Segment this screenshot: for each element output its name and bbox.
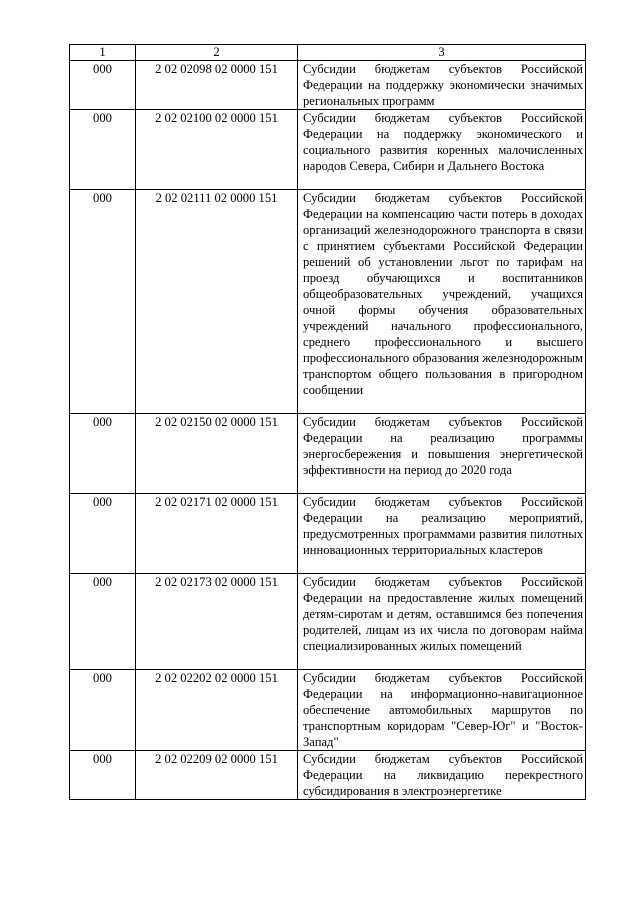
column-header-3: 3	[298, 45, 586, 61]
table-row	[70, 494, 586, 574]
kbk-code-cell: 2 02 02209 02 0000 151	[136, 751, 298, 800]
header-row	[70, 45, 586, 61]
admin-code-cell: 000	[70, 61, 136, 110]
admin-code-cell: 000	[70, 574, 136, 670]
table-row	[70, 110, 586, 190]
table-row	[70, 574, 586, 670]
kbk-code-cell: 2 02 02150 02 0000 151	[136, 414, 298, 494]
description-cell: Субсидии бюджетам субъектов Российской Федерации на поддержку экономически значимых региональных программ	[298, 61, 586, 110]
table-row	[70, 751, 586, 800]
admin-code-cell: 000	[70, 190, 136, 414]
description-cell: Субсидии бюджетам субъектов Российской Федерации на информационно-навигационное обеспечение автомобильных маршрутов по транспортным коридорам "Север-Юг" и "Восток-Запад"	[298, 670, 586, 751]
kbk-code-cell: 2 02 02111 02 0000 151	[136, 190, 298, 414]
description-cell: Субсидии бюджетам субъектов Российской Федерации на поддержку экономического и социального развития коренных малочисленных народов Севера, Сибири и Дальнего Востока	[298, 110, 586, 190]
column-header-2: 2	[136, 45, 298, 61]
description-cell: Субсидии бюджетам субъектов Российской Федерации на реализацию мероприятий, предусмотренных программами развития пилотных инновационных территориальных кластеров	[298, 494, 586, 574]
budget-classification-table	[69, 44, 586, 800]
kbk-code-cell: 2 02 02171 02 0000 151	[136, 494, 298, 574]
column-header-1: 1	[70, 45, 136, 61]
kbk-code-cell: 2 02 02098 02 0000 151	[136, 61, 298, 110]
kbk-code-cell: 2 02 02173 02 0000 151	[136, 574, 298, 670]
admin-code-cell: 000	[70, 494, 136, 574]
table-row	[70, 61, 586, 110]
description-cell: Субсидии бюджетам субъектов Российской Федерации на компенсацию части потерь в доходах организаций железнодорожного транспорта в связи с принятием субъектами Российской Федерации решений об установлении льгот по тарифам на проезд обучающихся и воспитанников общеобразовательных учреждений, учащихся очной формы обучения образовательных учреждений начального профессионального, среднего профессионального и высшего профессионального образования железнодорожным транспортом общего пользования в пригородном сообщении	[298, 190, 586, 414]
table-row	[70, 190, 586, 414]
description-cell: Субсидии бюджетам субъектов Российской Федерации на реализацию программы энергосбережения и повышения энергетической эффективности на период до 2020 года	[298, 414, 586, 494]
admin-code-cell: 000	[70, 414, 136, 494]
kbk-code-cell: 2 02 02100 02 0000 151	[136, 110, 298, 190]
admin-code-cell: 000	[70, 670, 136, 751]
admin-code-cell: 000	[70, 110, 136, 190]
table-row	[70, 414, 586, 494]
description-cell: Субсидии бюджетам субъектов Российской Федерации на ликвидацию перекрестного субсидирования в электроэнергетике	[298, 751, 586, 800]
table-row	[70, 670, 586, 751]
kbk-code-cell: 2 02 02202 02 0000 151	[136, 670, 298, 751]
description-cell: Субсидии бюджетам субъектов Российской Федерации на предоставление жилых помещений детям-сиротам и детям, оставшимся без попечения родителей, лицам из их числа по договорам найма специализированных жилых помещений	[298, 574, 586, 670]
admin-code-cell: 000	[70, 751, 136, 800]
